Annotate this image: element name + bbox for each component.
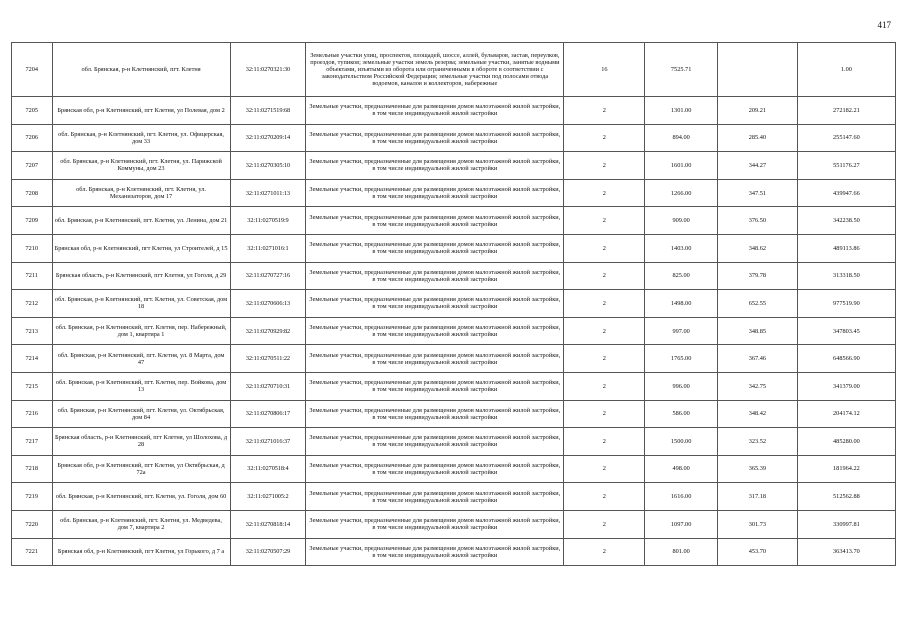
land-category-cell: Земельные участки, предназначенные для размещения домов малоэтажной жилой застройки, в том числе индивидуальной жилой застройки — [306, 372, 564, 400]
specific-value-cell: 348.62 — [717, 234, 797, 262]
cadastral-number-cell: 32:11:0270710:31 — [230, 372, 306, 400]
table-row — [12, 372, 896, 400]
address-cell: Брянская обл, р-н Клетнянский, пгт Клетня, ул Полевая, дом 2 — [52, 97, 230, 125]
address-cell: обл. Брянская, р-н Клетнянский, пгт. Клетня, ул. Парижской Коммуны, дом 23 — [52, 152, 230, 180]
row-number-cell: 7215 — [12, 372, 53, 400]
cadastral-value-table — [11, 42, 896, 566]
area-cell: 996.00 — [645, 372, 718, 400]
cadastral-value-cell: 330997.81 — [797, 510, 895, 538]
cadastral-value-cell: 439947.66 — [797, 179, 895, 207]
area-cell: 997.00 — [645, 317, 718, 345]
row-number-cell: 7220 — [12, 510, 53, 538]
row-number-cell: 7210 — [12, 234, 53, 262]
cadastral-number-cell: 32:11:0270507:29 — [230, 538, 306, 566]
specific-value-cell — [717, 43, 797, 97]
address-cell: Брянская область, р-н Клетнянский, пгт Клетня, ул Гоголя, д 29 — [52, 262, 230, 290]
area-cell: 1266.00 — [645, 179, 718, 207]
row-number-cell: 7221 — [12, 538, 53, 566]
row-number-cell: 7213 — [12, 317, 53, 345]
cadastral-value-cell: 489113.86 — [797, 234, 895, 262]
cadastral-value-cell: 512562.88 — [797, 483, 895, 511]
cadastral-number-cell: 32:11:0270321:30 — [230, 43, 306, 97]
area-cell: 894.00 — [645, 124, 718, 152]
address-cell: обл. Брянская, р-н Клетнянский, пгт. Клетня, ул. Медведева, дом 7, квартира 2 — [52, 510, 230, 538]
cadastral-number-cell: 32:11:0270511:22 — [230, 345, 306, 373]
table-row — [12, 262, 896, 290]
row-number-cell: 7219 — [12, 483, 53, 511]
specific-value-cell: 652.55 — [717, 290, 797, 318]
category-code-cell: 2 — [564, 179, 645, 207]
area-cell: 1500.00 — [645, 428, 718, 456]
land-category-cell: Земельные участки, предназначенные для размещения домов малоэтажной жилой застройки, в том числе индивидуальной жилой застройки — [306, 152, 564, 180]
table-row — [12, 152, 896, 180]
area-cell: 909.00 — [645, 207, 718, 235]
row-number-cell: 7216 — [12, 400, 53, 428]
cadastral-number-cell: 32:11:0271016:37 — [230, 428, 306, 456]
specific-value-cell: 367.46 — [717, 345, 797, 373]
category-code-cell: 2 — [564, 234, 645, 262]
table-row — [12, 428, 896, 456]
area-cell: 7525.71 — [645, 43, 718, 97]
land-category-cell: Земельные участки улиц, проспектов, площадей, шоссе, аллей, бульваров, застав, переулков, проездов, тупиков; земельные участки земель резерва; земельные участки, занятые водными объектами, изъятыми из оборота или ограниченными в обороте в соответствии с законодательством Российской Федерации; земельные участки под полосами отвода водоемов, каналов и коллекторов, набережные — [306, 43, 564, 97]
row-number-cell: 7206 — [12, 124, 53, 152]
specific-value-cell: 379.78 — [717, 262, 797, 290]
category-code-cell: 16 — [564, 43, 645, 97]
category-code-cell: 2 — [564, 428, 645, 456]
land-category-cell: Земельные участки, предназначенные для размещения домов малоэтажной жилой застройки, в том числе индивидуальной жилой застройки — [306, 455, 564, 483]
category-code-cell: 2 — [564, 290, 645, 318]
table-row — [12, 400, 896, 428]
cadastral-value-cell: 551176.27 — [797, 152, 895, 180]
cadastral-value-cell: 363413.70 — [797, 538, 895, 566]
row-number-cell: 7209 — [12, 207, 53, 235]
land-category-cell: Земельные участки, предназначенные для размещения домов малоэтажной жилой застройки, в том числе индивидуальной жилой застройки — [306, 345, 564, 373]
category-code-cell: 2 — [564, 483, 645, 511]
specific-value-cell: 376.50 — [717, 207, 797, 235]
cadastral-value-cell: 181964.22 — [797, 455, 895, 483]
address-cell: обл. Брянская, р-н Клетнянский, пгт. Клетня, ул. Ленина, дом 21 — [52, 207, 230, 235]
cadastral-value-cell: 255147.60 — [797, 124, 895, 152]
specific-value-cell: 323.52 — [717, 428, 797, 456]
cadastral-number-cell: 32:11:0271519:68 — [230, 97, 306, 125]
land-category-cell: Земельные участки, предназначенные для размещения домов малоэтажной жилой застройки, в том числе индивидуальной жилой застройки — [306, 483, 564, 511]
table-row — [12, 97, 896, 125]
specific-value-cell: 348.42 — [717, 400, 797, 428]
row-number-cell: 7214 — [12, 345, 53, 373]
specific-value-cell: 347.51 — [717, 179, 797, 207]
table-row — [12, 510, 896, 538]
category-code-cell: 2 — [564, 372, 645, 400]
table-row — [12, 179, 896, 207]
address-cell: обл. Брянская, р-н Клетнянский, пгт. Клетня — [52, 43, 230, 97]
area-cell: 1301.00 — [645, 97, 718, 125]
table-row — [12, 124, 896, 152]
address-cell: обл. Брянская, р-н Клетнянский, пгт. Клетня, ул. 8 Марта, дом 47 — [52, 345, 230, 373]
table-row — [12, 483, 896, 511]
address-cell: обл. Брянская, р-н Клетнянский, пгт. Клетня, пер. Войкова, дом 13 — [52, 372, 230, 400]
address-cell: обл. Брянская, р-н Клетнянский, пгт. Клетня, ул. Механизаторов, дом 17 — [52, 179, 230, 207]
cadastral-number-cell: 32:11:0270519:9 — [230, 207, 306, 235]
cadastral-number-cell: 32:11:0271016:1 — [230, 234, 306, 262]
table-row — [12, 538, 896, 566]
cadastral-value-cell: 341379.00 — [797, 372, 895, 400]
land-category-cell: Земельные участки, предназначенные для размещения домов малоэтажной жилой застройки, в том числе индивидуальной жилой застройки — [306, 124, 564, 152]
land-category-cell: Земельные участки, предназначенные для размещения домов малоэтажной жилой застройки, в том числе индивидуальной жилой застройки — [306, 207, 564, 235]
row-number-cell: 7211 — [12, 262, 53, 290]
cadastral-number-cell: 32:11:0270806:17 — [230, 400, 306, 428]
category-code-cell: 2 — [564, 400, 645, 428]
cadastral-value-cell: 347803.45 — [797, 317, 895, 345]
category-code-cell: 2 — [564, 345, 645, 373]
specific-value-cell: 285.40 — [717, 124, 797, 152]
cadastral-number-cell: 32:11:0270818:14 — [230, 510, 306, 538]
cadastral-value-cell: 648566.90 — [797, 345, 895, 373]
category-code-cell: 2 — [564, 124, 645, 152]
category-code-cell: 2 — [564, 538, 645, 566]
address-cell: обл. Брянская, р-н Клетнянский, пгт. Клетня, ул. Октябрьская, дом 84 — [52, 400, 230, 428]
land-category-cell: Земельные участки, предназначенные для размещения домов малоэтажной жилой застройки, в том числе индивидуальной жилой застройки — [306, 290, 564, 318]
row-number-cell: 7207 — [12, 152, 53, 180]
table-body — [12, 43, 896, 566]
category-code-cell: 2 — [564, 455, 645, 483]
cadastral-number-cell: 32:11:0270929:82 — [230, 317, 306, 345]
address-cell: обл. Брянская, р-н Клетнянский, пгт. Клетня, ул. Офицерская, дом 33 — [52, 124, 230, 152]
address-cell: Брянская обл, р-н Клетнянский, пгт Клетня, ул Октябрьская, д 72а — [52, 455, 230, 483]
specific-value-cell: 344.27 — [717, 152, 797, 180]
row-number-cell: 7205 — [12, 97, 53, 125]
category-code-cell: 2 — [564, 510, 645, 538]
address-cell: обл. Брянская, р-н Клетнянский, пгт. Клетня, ул. Советская, дом 18 — [52, 290, 230, 318]
cadastral-value-cell: 342238.50 — [797, 207, 895, 235]
table-row — [12, 234, 896, 262]
address-cell: Брянская обл, р-н Клетнянский, пгт Клетня, ул Строителей, д 15 — [52, 234, 230, 262]
cadastral-number-cell: 32:11:0270209:14 — [230, 124, 306, 152]
address-cell: Брянская область, р-н Клетнянский, пгт Клетня, ул Шолохова, д 28 — [52, 428, 230, 456]
area-cell: 825.00 — [645, 262, 718, 290]
table-row — [12, 455, 896, 483]
cadastral-value-cell: 977519.90 — [797, 290, 895, 318]
cadastral-number-cell: 32:11:0270518:4 — [230, 455, 306, 483]
cadastral-value-cell: 204174.12 — [797, 400, 895, 428]
cadastral-number-cell: 32:11:0270305:10 — [230, 152, 306, 180]
cadastral-number-cell: 32:11:0270727:16 — [230, 262, 306, 290]
address-cell: обл. Брянская, р-н Клетнянский, пгт. Клетня, пер. Набережный, дом 1, квартира 1 — [52, 317, 230, 345]
specific-value-cell: 301.73 — [717, 510, 797, 538]
table-row — [12, 290, 896, 318]
table-row — [12, 317, 896, 345]
area-cell: 498.00 — [645, 455, 718, 483]
land-category-cell: Земельные участки, предназначенные для размещения домов малоэтажной жилой застройки, в том числе индивидуальной жилой застройки — [306, 538, 564, 566]
area-cell: 1765.00 — [645, 345, 718, 373]
category-code-cell: 2 — [564, 317, 645, 345]
table-row — [12, 345, 896, 373]
category-code-cell: 2 — [564, 97, 645, 125]
cadastral-number-cell: 32:11:0271011:13 — [230, 179, 306, 207]
specific-value-cell: 453.70 — [717, 538, 797, 566]
row-number-cell: 7212 — [12, 290, 53, 318]
area-cell: 1616.00 — [645, 483, 718, 511]
specific-value-cell: 348.85 — [717, 317, 797, 345]
specific-value-cell: 209.21 — [717, 97, 797, 125]
category-code-cell: 2 — [564, 152, 645, 180]
specific-value-cell: 365.39 — [717, 455, 797, 483]
row-number-cell: 7217 — [12, 428, 53, 456]
category-code-cell: 2 — [564, 207, 645, 235]
cadastral-number-cell: 32:11:0271005:2 — [230, 483, 306, 511]
specific-value-cell: 317.18 — [717, 483, 797, 511]
category-code-cell: 2 — [564, 262, 645, 290]
address-cell: Брянская обл, р-н Клетнянский, пгт Клетня, ул Горького, д 7 а — [52, 538, 230, 566]
row-number-cell: 7218 — [12, 455, 53, 483]
land-category-cell: Земельные участки, предназначенные для размещения домов малоэтажной жилой застройки, в том числе индивидуальной жилой застройки — [306, 400, 564, 428]
address-cell: обл. Брянская, р-н Клетнянский, пгт. Клетня, ул. Гоголя, дом 60 — [52, 483, 230, 511]
land-category-cell: Земельные участки, предназначенные для размещения домов малоэтажной жилой застройки, в том числе индивидуальной жилой застройки — [306, 234, 564, 262]
cadastral-number-cell: 32:11:0270606:13 — [230, 290, 306, 318]
cadastral-value-cell: 272182.21 — [797, 97, 895, 125]
cadastral-value-cell: 313318.50 — [797, 262, 895, 290]
land-category-cell: Земельные участки, предназначенные для размещения домов малоэтажной жилой застройки, в том числе индивидуальной жилой застройки — [306, 97, 564, 125]
area-cell: 1403.00 — [645, 234, 718, 262]
table-row — [12, 207, 896, 235]
table-row — [12, 43, 896, 97]
area-cell: 1097.00 — [645, 510, 718, 538]
row-number-cell: 7204 — [12, 43, 53, 97]
specific-value-cell: 342.75 — [717, 372, 797, 400]
area-cell: 1601.00 — [645, 152, 718, 180]
land-category-cell: Земельные участки, предназначенные для размещения домов малоэтажной жилой застройки, в том числе индивидуальной жилой застройки — [306, 317, 564, 345]
row-number-cell: 7208 — [12, 179, 53, 207]
land-category-cell: Земельные участки, предназначенные для размещения домов малоэтажной жилой застройки, в том числе индивидуальной жилой застройки — [306, 179, 564, 207]
page-number: 417 — [877, 20, 891, 30]
area-cell: 1498.00 — [645, 290, 718, 318]
cadastral-value-cell: 1.00 — [797, 43, 895, 97]
cadastral-value-cell: 485280.00 — [797, 428, 895, 456]
area-cell: 801.00 — [645, 538, 718, 566]
land-category-cell: Земельные участки, предназначенные для размещения домов малоэтажной жилой застройки, в том числе индивидуальной жилой застройки — [306, 428, 564, 456]
land-category-cell: Земельные участки, предназначенные для размещения домов малоэтажной жилой застройки, в том числе индивидуальной жилой застройки — [306, 510, 564, 538]
area-cell: 586.00 — [645, 400, 718, 428]
land-category-cell: Земельные участки, предназначенные для размещения домов малоэтажной жилой застройки, в том числе индивидуальной жилой застройки — [306, 262, 564, 290]
